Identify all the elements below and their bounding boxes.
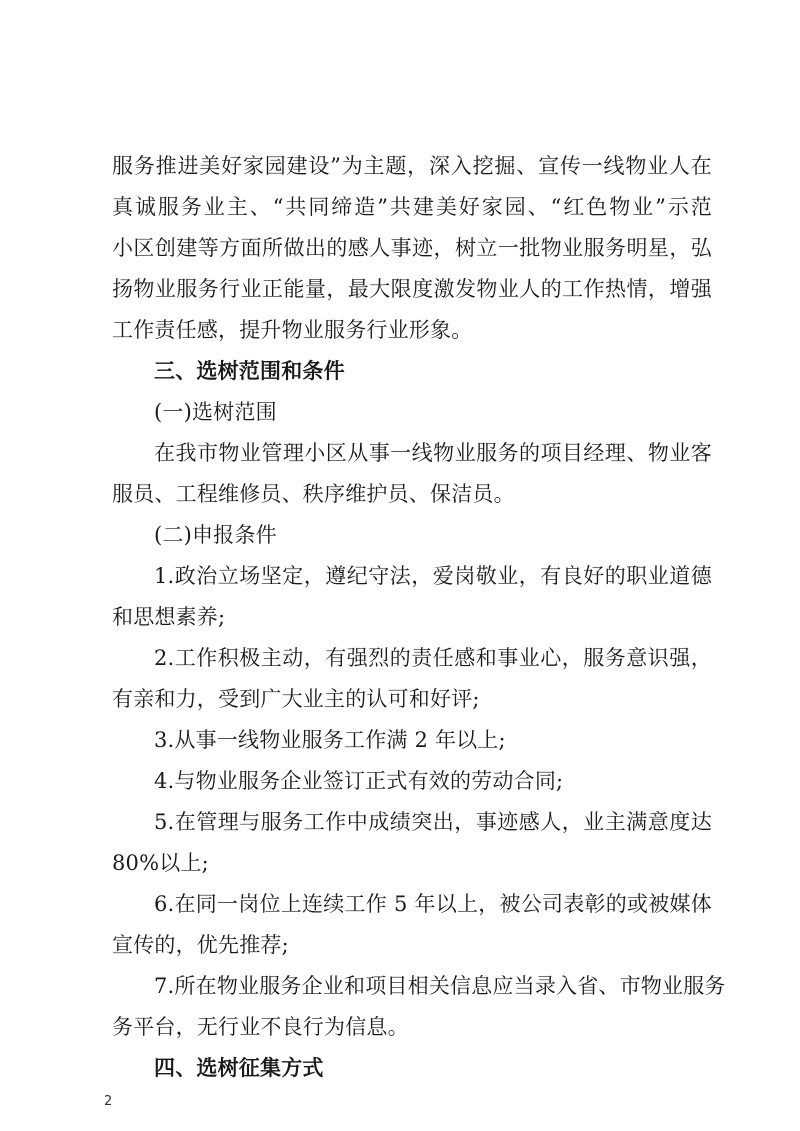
section-3-heading: 三、选树范围和条件 xyxy=(154,359,345,383)
condition-1-line-1: 1.政治立场坚定，遵纪守法，爱岗敬业，有良好的职业道德 xyxy=(154,564,712,588)
condition-6-line-2: 宣传的，优先推荐; xyxy=(112,933,289,957)
section-4-heading: 四、选树征集方式 xyxy=(154,1056,324,1080)
condition-1-line-2: 和思想素养; xyxy=(112,605,226,629)
scope-line-2: 服员、工程维修员、秩序维护员、保洁员。 xyxy=(112,482,515,506)
scope-line-1: 在我市物业管理小区从事一线物业服务的项目经理、物业客 xyxy=(154,441,712,465)
intro-line-1: 服务推进美好家园建设”为主题，深入挖掘、宣传一线物业人在 xyxy=(112,154,712,178)
intro-line-3: 小区创建等方面所做出的感人事迹，树立一批物业服务明星，弘 xyxy=(112,236,712,260)
condition-7-line-1: 7.所在物业服务企业和项目相关信息应当录入省、市物业服务 xyxy=(154,974,726,998)
condition-4: 4.与物业服务企业签订正式有效的劳动合同; xyxy=(154,769,564,793)
condition-5-line-1: 5.在管理与服务工作中成绩突出，事迹感人，业主满意度达 xyxy=(154,810,712,834)
condition-2-line-1: 2.工作积极主动，有强烈的责任感和事业心，服务意识强， xyxy=(154,646,712,670)
condition-3: 3.从事一线物业服务工作满 2 年以上; xyxy=(154,728,506,752)
intro-line-5: 工作责任感，提升物业服务行业形象。 xyxy=(112,318,473,342)
subsection-1-heading: (一)选树范围 xyxy=(154,400,277,424)
condition-5-line-2: 80%以上; xyxy=(112,851,209,875)
condition-6-line-1: 6.在同一岗位上连续工作 5 年以上，被公司表彰的或被媒体 xyxy=(154,892,712,916)
subsection-2-heading: (二)申报条件 xyxy=(154,523,277,547)
intro-line-4: 扬物业服务行业正能量，最大限度激发物业人的工作热情，增强 xyxy=(112,277,712,301)
condition-2-line-2: 有亲和力，受到广大业主的认可和好评; xyxy=(112,687,480,711)
page-number: 2 xyxy=(104,1094,113,1109)
condition-7-line-2: 务平台，无行业不良行为信息。 xyxy=(112,1015,409,1039)
intro-line-2: 真诚服务业主、“共同缔造”共建美好家园、“红色物业”示范 xyxy=(112,195,712,219)
